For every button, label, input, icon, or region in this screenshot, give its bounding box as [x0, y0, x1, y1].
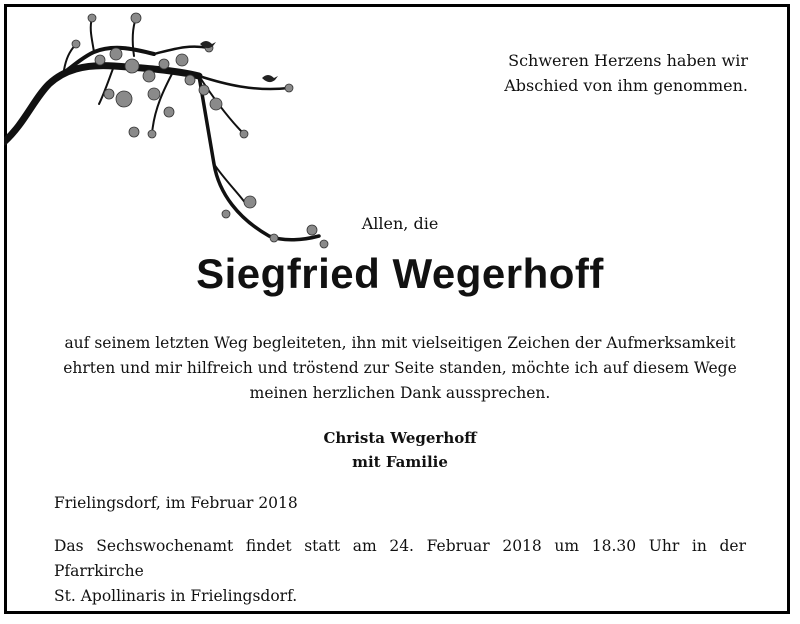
motto-line-2: Abschied von ihm genommen. — [504, 76, 748, 95]
mass-notice-line-2: St. Apollinaris in Frielingsdorf. — [54, 587, 298, 605]
motto-line-1: Schweren Herzens haben wir — [508, 51, 748, 70]
place-date: Frielingsdorf, im Februar 2018 — [54, 494, 298, 512]
signature — [0, 426, 800, 474]
mass-notice-line-1: Das Sechswochenamt findet statt am 24. Februar 2018 um 18.30 Uhr in der Pfarrkirche — [54, 537, 746, 580]
motto — [504, 48, 748, 98]
intro-text: Allen, die — [361, 214, 439, 233]
thanks-line-3: meinen herzlichen Dank aussprechen. — [249, 384, 551, 402]
signature-name: Christa Wegerhoff — [323, 429, 477, 447]
signature-family: mit Familie — [352, 453, 448, 471]
deceased-name: Siegfried Wegerhoff — [196, 250, 604, 297]
thanks-line-1: auf seinem letzten Weg begleiteten, ihn mit vielseitigen Zeichen der Aufmerksamkeit — [64, 334, 736, 352]
mass-notice — [54, 534, 746, 609]
thanks-paragraph — [0, 331, 800, 406]
thanks-line-2: ehrten und mir hilfreich und tröstend zur Seite standen, möchte ich auf diesem Wege — [63, 359, 737, 377]
